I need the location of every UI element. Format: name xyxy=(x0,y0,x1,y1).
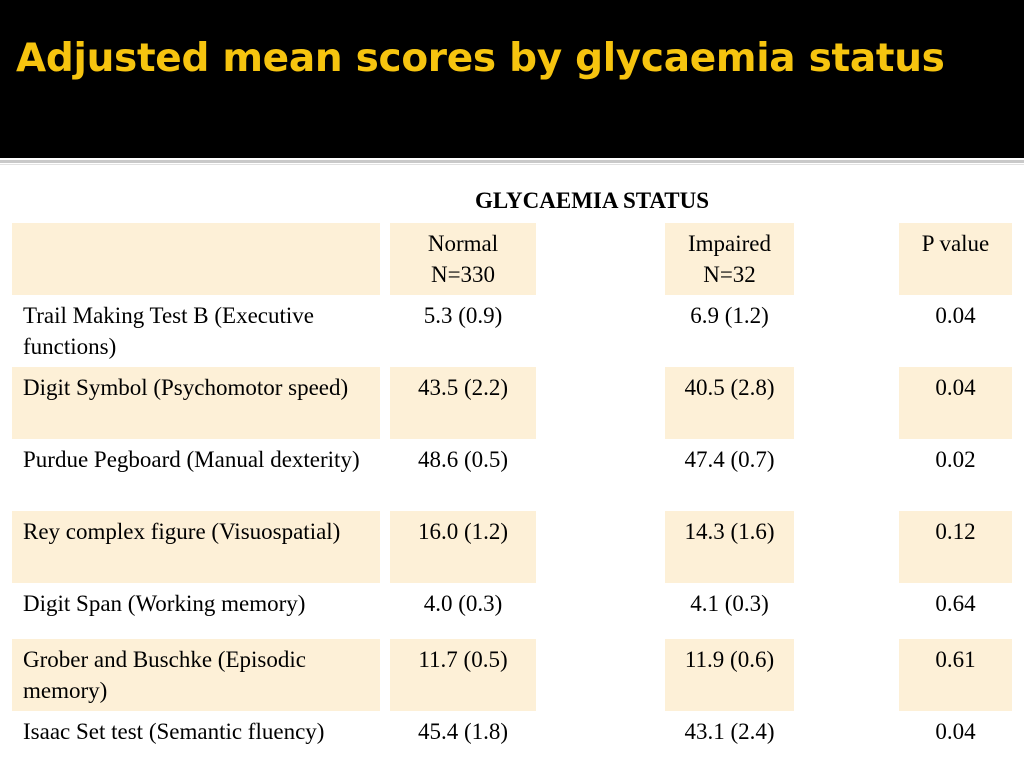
header-impaired-n: N=32 xyxy=(703,262,756,287)
table-row xyxy=(0,639,1024,711)
group-header: GLYCAEMIA STATUS xyxy=(474,188,710,213)
impaired-score: 11.9 (0.6) xyxy=(665,639,794,711)
p-value: 0.04 xyxy=(935,303,976,328)
header-impaired-label: Impaired xyxy=(687,231,771,256)
normal-score: 16.0 (1.2) xyxy=(390,511,536,583)
impaired-score: 4.1 (0.3) xyxy=(690,591,769,616)
p-value: 0.61 xyxy=(899,639,1012,711)
table-row xyxy=(0,367,1024,439)
header-normal-label: Normal xyxy=(427,231,499,256)
impaired-score: 40.5 (2.8) xyxy=(665,367,794,439)
p-value: 0.64 xyxy=(935,591,976,616)
test-name: Digit Symbol (Psychomotor speed) xyxy=(12,367,380,439)
impaired-score: 14.3 (1.6) xyxy=(665,511,794,583)
normal-score: 4.0 (0.3) xyxy=(423,591,503,616)
impaired-score: 47.4 (0.7) xyxy=(684,447,775,472)
normal-score: 48.6 (0.5) xyxy=(417,447,509,472)
table-row xyxy=(0,511,1024,583)
slide-title: Adjusted mean scores by glycaemia status xyxy=(16,36,945,81)
header-normal-n: N=330 xyxy=(430,262,496,287)
normal-score: 43.5 (2.2) xyxy=(390,367,536,439)
test-name: Trail Making Test B (Executive functions) xyxy=(23,303,314,359)
table-row xyxy=(0,583,1024,639)
header-p-value: P value xyxy=(899,223,1012,295)
test-name: Isaac Set test (Semantic fluency) xyxy=(23,719,325,744)
normal-score: 11.7 (0.5) xyxy=(390,639,536,711)
divider-line-thin xyxy=(0,164,1024,165)
table-row xyxy=(0,295,1024,367)
normal-score: 45.4 (1.8) xyxy=(417,719,509,744)
header-normal xyxy=(390,223,536,295)
table-row xyxy=(0,439,1024,511)
p-value: 0.12 xyxy=(899,511,1012,583)
impaired-score: 6.9 (1.2) xyxy=(690,303,769,328)
header-impaired xyxy=(665,223,794,295)
table-row xyxy=(0,711,1024,768)
test-name: Rey complex figure (Visuospatial) xyxy=(12,511,380,583)
title-bar xyxy=(0,0,1024,158)
test-name: Purdue Pegboard (Manual dexterity) xyxy=(23,447,360,472)
impaired-score: 43.1 (2.4) xyxy=(684,719,775,744)
normal-score: 5.3 (0.9) xyxy=(423,303,503,328)
header-empty-cell xyxy=(12,223,380,295)
p-value: 0.04 xyxy=(935,719,976,744)
test-name: Grober and Buschke (Episodic memory) xyxy=(12,639,380,711)
p-value: 0.04 xyxy=(899,367,1012,439)
p-value: 0.02 xyxy=(935,447,976,472)
test-name: Digit Span (Working memory) xyxy=(23,591,306,616)
table-header-row xyxy=(0,223,1024,295)
divider-line xyxy=(0,160,1024,163)
